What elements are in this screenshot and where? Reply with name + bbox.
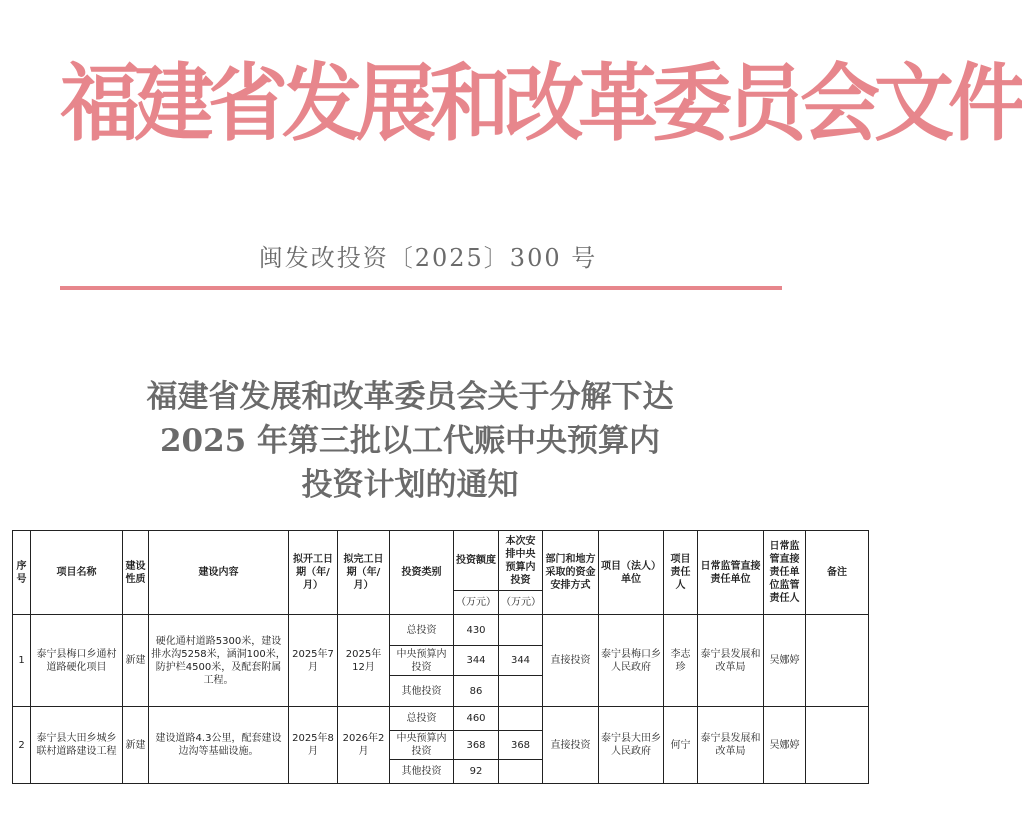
table-header-row xyxy=(13,531,869,591)
cell-investment-amount: 460 xyxy=(454,707,499,731)
table-row xyxy=(13,615,869,646)
header-investment-amount: 投资额度 xyxy=(454,531,499,591)
cell-investment-amount: 92 xyxy=(454,760,499,784)
header-start-date: 拟开工日期（年/月） xyxy=(289,531,338,615)
masthead: 福建省发展和改革委员会文件 xyxy=(60,53,1022,153)
header-project-person: 项目责任人 xyxy=(664,531,698,615)
header-supervisor-unit: 日常监管直接责任单位 xyxy=(698,531,764,615)
cell-investment-type: 中央预算内投资 xyxy=(390,646,454,676)
cell-central-empty xyxy=(499,760,543,784)
cell-central-investment: 344 xyxy=(499,646,543,676)
cell-supervisor-person: 吴娜婷 xyxy=(764,707,806,784)
cell-investment-type: 总投资 xyxy=(390,615,454,646)
title-line: 福建省发展和改革委员会关于分解下达 xyxy=(146,379,674,415)
cell-investment-type: 总投资 xyxy=(390,707,454,731)
cell-end-date: 2025年12月 xyxy=(338,615,390,707)
cell-investment-amount: 344 xyxy=(454,646,499,676)
header-end-date: 拟完工日期（年/月） xyxy=(338,531,390,615)
header-supervisor-person: 日常监管直接责任单位监管责任人 xyxy=(764,531,806,615)
cell-project-unit: 泰宁县大田乡人民政府 xyxy=(599,707,664,784)
header-central-investment: 本次安排中央预算内投资 xyxy=(499,531,543,591)
cell-seq: 2 xyxy=(13,707,31,784)
cell-supervisor-unit: 泰宁县发展和改革局 xyxy=(698,707,764,784)
cell-project-person: 李志珍 xyxy=(664,615,698,707)
title-line: 投资计划的通知 xyxy=(301,467,519,503)
cell-remark xyxy=(806,707,869,784)
title-line: 2025 年第三批以工代赈中央预算内 xyxy=(159,423,661,459)
document-number: 闽发改投资〔2025〕300 号 xyxy=(258,244,598,272)
cell-investment-type: 中央预算内投资 xyxy=(390,731,454,760)
cell-seq: 1 xyxy=(13,615,31,707)
cell-investment-amount: 368 xyxy=(454,731,499,760)
table-row xyxy=(13,707,869,731)
cell-central-investment: 368 xyxy=(499,731,543,760)
cell-content: 建设道路4.3公里，配套建设边沟等基础设施。 xyxy=(149,707,289,784)
header-funding-method: 部门和地方采取的资金安排方式 xyxy=(543,531,599,615)
cell-central-empty xyxy=(499,676,543,707)
header-investment-type: 投资类别 xyxy=(390,531,454,615)
cell-start-date: 2025年8月 xyxy=(289,707,338,784)
cell-end-date: 2026年2月 xyxy=(338,707,390,784)
header-remark: 备注 xyxy=(806,531,869,615)
cell-project-person: 何宁 xyxy=(664,707,698,784)
cell-investment-type: 其他投资 xyxy=(390,676,454,707)
cell-investment-amount: 430 xyxy=(454,615,499,646)
header-content: 建设内容 xyxy=(149,531,289,615)
unit-label: （万元） xyxy=(499,591,543,615)
cell-supervisor-person: 吴娜婷 xyxy=(764,615,806,707)
cell-project-unit: 泰宁县梅口乡人民政府 xyxy=(599,615,664,707)
notice-title xyxy=(60,375,760,507)
cell-start-date: 2025年7月 xyxy=(289,615,338,707)
unit-label: （万元） xyxy=(454,591,499,615)
investment-table xyxy=(12,530,869,784)
header-nature: 建设性质 xyxy=(123,531,149,615)
cell-funding-method: 直接投资 xyxy=(543,707,599,784)
cell-remark xyxy=(806,615,869,707)
cell-investment-amount: 86 xyxy=(454,676,499,707)
header-project-unit: 项目（法人）单位 xyxy=(599,531,664,615)
cell-supervisor-unit: 泰宁县发展和改革局 xyxy=(698,615,764,707)
cell-central-empty xyxy=(499,615,543,646)
cell-central-empty xyxy=(499,707,543,731)
header-seq: 序号 xyxy=(13,531,31,615)
cell-name: 泰宁县梅口乡通村道路硬化项目 xyxy=(31,615,123,707)
cell-nature: 新建 xyxy=(123,707,149,784)
header-name: 项目名称 xyxy=(31,531,123,615)
cell-nature: 新建 xyxy=(123,615,149,707)
cell-funding-method: 直接投资 xyxy=(543,615,599,707)
red-divider xyxy=(60,286,782,290)
cell-name: 泰宁县大田乡城乡联村道路建设工程 xyxy=(31,707,123,784)
cell-investment-type: 其他投资 xyxy=(390,760,454,784)
cell-content: 硬化通村道路5300米，建设排水沟5258米，涵洞100米，防护栏4500米，及配套附属工程。 xyxy=(149,615,289,707)
